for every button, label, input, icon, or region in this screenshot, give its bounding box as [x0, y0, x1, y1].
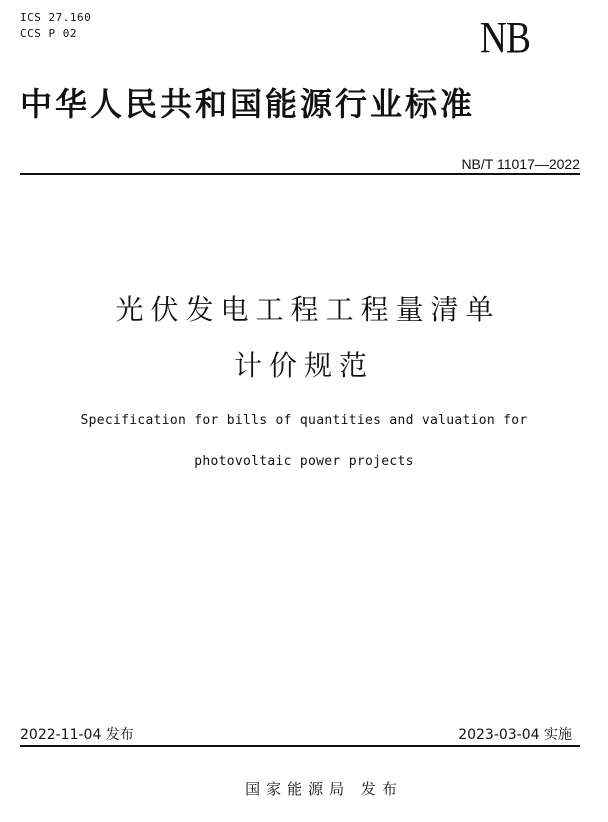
ccs-code: CCS P 02 — [20, 27, 77, 40]
header-divider — [20, 173, 580, 175]
english-title-line-1: Specification for bills of quantities and valuation for — [80, 413, 528, 428]
ics-code: ICS 27.160 — [20, 11, 92, 24]
implementation-date: 2023-03-04 实施 — [458, 727, 572, 743]
chinese-title-line-2: 计价规范 — [233, 349, 374, 382]
issue-date: 2022-11-04 发布 — [20, 727, 134, 743]
publisher: 国家能源局 发布 — [245, 780, 403, 798]
chinese-title-line-1: 光伏发电工程工程量清单 — [115, 293, 501, 326]
nb-logo: NB — [479, 13, 530, 62]
organization-title: 中华人民共和国能源行业标准 — [20, 85, 476, 123]
standard-number: NB/T 11017—2022 — [461, 156, 580, 172]
footer-divider — [20, 745, 580, 747]
english-title-line-2: photovoltaic power projects — [194, 454, 414, 469]
